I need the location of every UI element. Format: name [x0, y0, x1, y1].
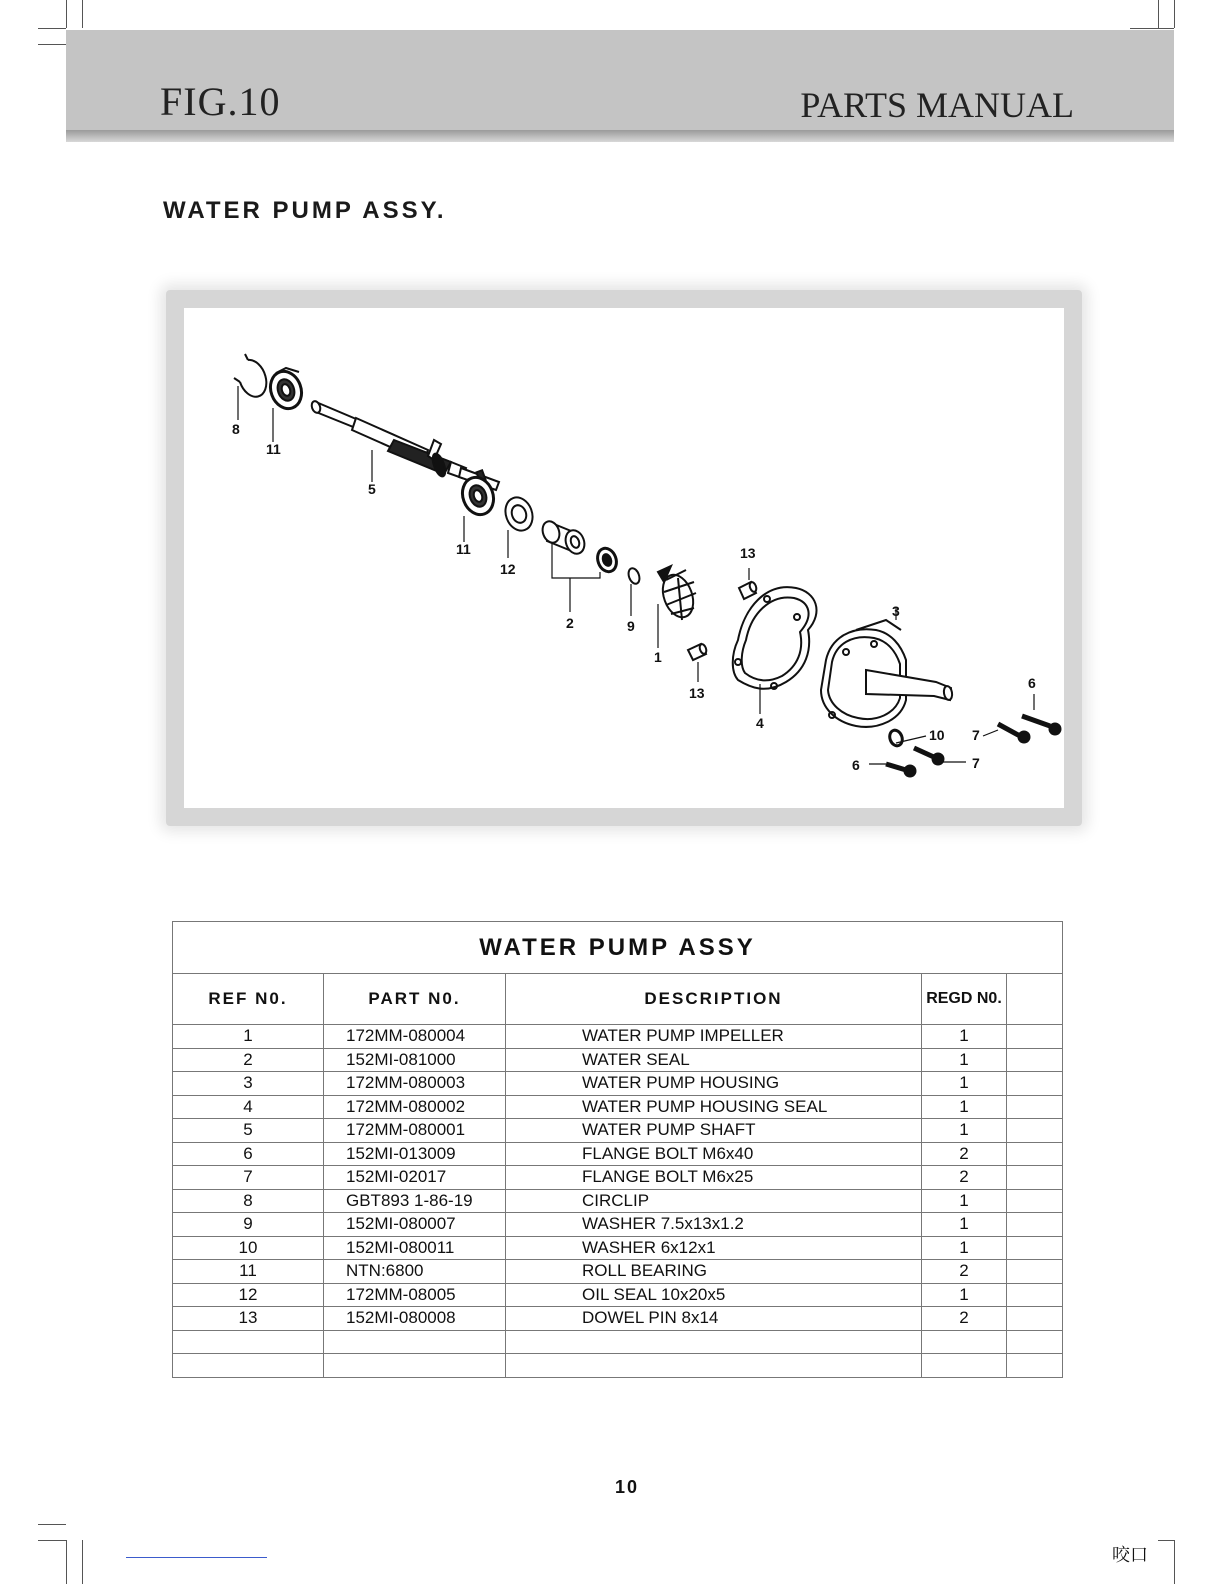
ref-cell: 1 — [173, 1025, 324, 1049]
description-cell: ROLL BEARING — [506, 1260, 922, 1284]
crop-mark-top-right-v — [1174, 0, 1175, 28]
callout-5: 5 — [368, 481, 376, 497]
crop-mark-top-left-h2 — [38, 44, 66, 45]
callout-11-upper: 11 — [266, 441, 281, 457]
table-row — [173, 1189, 1063, 1213]
description-cell: FLANGE BOLT M6x25 — [506, 1166, 922, 1190]
flange-bolt-6-lower-part — [886, 764, 915, 776]
crop-mark-top-left-v2 — [82, 0, 83, 28]
part-number-cell: 152MI-081000 — [324, 1048, 506, 1072]
description-cell: WATER SEAL — [506, 1048, 922, 1072]
table-header-row — [173, 974, 1063, 1025]
ref-cell: 12 — [173, 1283, 324, 1307]
pump-housing-part — [821, 620, 953, 727]
part-number-cell: GBT893 1-86-19 — [324, 1189, 506, 1213]
oil-seal-part — [501, 494, 537, 535]
corner-text: 咬口 — [1112, 1545, 1148, 1566]
table-row — [173, 1166, 1063, 1190]
ref-cell: 8 — [173, 1189, 324, 1213]
callout-9: 9 — [627, 618, 635, 634]
quantity-cell: 1 — [922, 1119, 1007, 1143]
quantity-cell: 1 — [922, 1189, 1007, 1213]
callout-6-lower: 6 — [852, 757, 860, 773]
impeller-part — [657, 566, 698, 621]
part-number-cell: NTN:6800 — [324, 1260, 506, 1284]
description-cell: WATER PUMP HOUSING — [506, 1072, 922, 1096]
table-row — [173, 1072, 1063, 1096]
crop-mark-top-left-v — [66, 0, 67, 28]
crop-mark-top-left-h — [38, 28, 66, 29]
ref-cell: 9 — [173, 1213, 324, 1237]
col-header-blank — [1007, 974, 1063, 1025]
callout-1: 1 — [654, 649, 662, 665]
empty-cell — [922, 1354, 1007, 1378]
part-number-cell: 152MI-080007 — [324, 1213, 506, 1237]
part-number-cell: 172MM-080002 — [324, 1095, 506, 1119]
description-cell: CIRCLIP — [506, 1189, 922, 1213]
empty-cell — [506, 1354, 922, 1378]
washer-part — [627, 567, 642, 585]
flange-bolt-7-upper-part — [998, 724, 1029, 742]
quantity-cell: 1 — [922, 1072, 1007, 1096]
part-number-cell: 152MI-013009 — [324, 1142, 506, 1166]
section-title: WATER PUMP ASSY. — [163, 197, 447, 224]
ref-cell: 6 — [173, 1142, 324, 1166]
table-row — [173, 1283, 1063, 1307]
quantity-cell: 2 — [922, 1307, 1007, 1331]
col-header-description: DESCRIPTION — [506, 974, 922, 1025]
crop-mark-bottom-right-h — [1158, 1540, 1174, 1541]
blank-cell — [1007, 1189, 1063, 1213]
table-row — [173, 1307, 1063, 1331]
table-body — [173, 1025, 1063, 1378]
table-row — [173, 1142, 1063, 1166]
water-pump-exploded-diagram — [166, 290, 1082, 826]
ref-cell: 13 — [173, 1307, 324, 1331]
empty-cell — [173, 1354, 324, 1378]
callout-6-upper: 6 — [1028, 675, 1036, 691]
flange-bolt-6-upper-part — [1022, 716, 1060, 734]
blank-cell — [1007, 1166, 1063, 1190]
blank-cell — [1007, 1048, 1063, 1072]
ref-cell: 4 — [173, 1095, 324, 1119]
figure-label: FIG.10 — [160, 79, 281, 124]
quantity-cell: 1 — [922, 1095, 1007, 1119]
table-row-empty — [173, 1330, 1063, 1354]
blank-cell — [1007, 1119, 1063, 1143]
table-row — [173, 1025, 1063, 1049]
callout-8: 8 — [232, 421, 240, 437]
empty-cell — [922, 1330, 1007, 1354]
part-number-cell: 152MI-080011 — [324, 1236, 506, 1260]
housing-seal-part — [733, 587, 817, 689]
part-number-cell: 172MM-080003 — [324, 1072, 506, 1096]
ref-cell: 3 — [173, 1072, 324, 1096]
col-header-regd: REGD N0. — [922, 974, 1007, 1025]
empty-cell — [324, 1354, 506, 1378]
manual-title: PARTS MANUAL — [800, 85, 1074, 125]
crop-mark-bottom-left-h2 — [38, 1540, 66, 1541]
ref-cell: 2 — [173, 1048, 324, 1072]
table-row — [173, 1048, 1063, 1072]
callout-7-upper: 7 — [972, 727, 980, 743]
description-cell: WASHER 7.5x13x1.2 — [506, 1213, 922, 1237]
bearing-upper-part — [265, 367, 306, 413]
part-number-cell: 172MM-080004 — [324, 1025, 506, 1049]
callout-2: 2 — [566, 615, 574, 631]
dowel-pin-lower-part — [688, 643, 708, 660]
quantity-cell: 1 — [922, 1048, 1007, 1072]
col-header-ref: REF N0. — [173, 974, 324, 1025]
callout-13-upper: 13 — [740, 545, 756, 561]
callout-12: 12 — [500, 561, 516, 577]
header-rule — [66, 130, 1174, 142]
description-cell: DOWEL PIN 8x14 — [506, 1307, 922, 1331]
callout-3: 3 — [892, 603, 900, 619]
crop-mark-bottom-left-h — [38, 1524, 66, 1525]
part-number-cell: 152MI-080008 — [324, 1307, 506, 1331]
blank-cell — [1007, 1142, 1063, 1166]
blank-cell — [1007, 1213, 1063, 1237]
blank-cell — [1007, 1307, 1063, 1331]
flange-bolt-7-lower-part — [914, 748, 943, 764]
callout-13-lower: 13 — [689, 685, 705, 701]
callout-10: 10 — [929, 727, 945, 743]
table-row — [173, 1260, 1063, 1284]
quantity-cell: 2 — [922, 1260, 1007, 1284]
table-row — [173, 1119, 1063, 1143]
description-cell: WATER PUMP SHAFT — [506, 1119, 922, 1143]
small-washer-part — [888, 728, 905, 747]
parts-table — [172, 921, 1063, 1378]
empty-cell — [1007, 1330, 1063, 1354]
empty-cell — [324, 1330, 506, 1354]
ref-cell: 7 — [173, 1166, 324, 1190]
description-cell: WATER PUMP HOUSING SEAL — [506, 1095, 922, 1119]
blue-underline — [126, 1557, 267, 1558]
description-cell: WASHER 6x12x1 — [506, 1236, 922, 1260]
blank-cell — [1007, 1095, 1063, 1119]
crop-mark-top-right-v2 — [1158, 0, 1159, 28]
dowel-pin-upper-part — [739, 581, 758, 599]
crop-mark-bottom-left-v — [66, 1540, 67, 1584]
description-cell: WATER PUMP IMPELLER — [506, 1025, 922, 1049]
description-cell: OIL SEAL 10x20x5 — [506, 1283, 922, 1307]
col-header-part: PART N0. — [324, 974, 506, 1025]
page-number: 10 — [614, 1477, 640, 1497]
quantity-cell: 1 — [922, 1236, 1007, 1260]
quantity-cell: 2 — [922, 1142, 1007, 1166]
callout-11-lower: 11 — [456, 541, 471, 557]
blank-cell — [1007, 1236, 1063, 1260]
blank-cell — [1007, 1283, 1063, 1307]
description-cell: FLANGE BOLT M6x40 — [506, 1142, 922, 1166]
callout-7-lower: 7 — [972, 755, 980, 771]
pump-shaft-part — [310, 400, 499, 490]
blank-cell — [1007, 1072, 1063, 1096]
empty-cell — [506, 1330, 922, 1354]
empty-cell — [173, 1330, 324, 1354]
ref-cell: 5 — [173, 1119, 324, 1143]
ref-cell: 10 — [173, 1236, 324, 1260]
crop-mark-bottom-right-v — [1174, 1540, 1175, 1584]
quantity-cell: 1 — [922, 1025, 1007, 1049]
part-number-cell: 172MM-080001 — [324, 1119, 506, 1143]
quantity-cell: 2 — [922, 1166, 1007, 1190]
table-row — [173, 1236, 1063, 1260]
quantity-cell: 1 — [922, 1213, 1007, 1237]
table-row — [173, 1213, 1063, 1237]
blank-cell — [1007, 1025, 1063, 1049]
table-row — [173, 1095, 1063, 1119]
table-title: WATER PUMP ASSY — [173, 922, 1063, 974]
ref-cell: 11 — [173, 1260, 324, 1284]
crop-mark-bottom-left-v2 — [82, 1540, 83, 1584]
part-number-cell: 152MI-02017 — [324, 1166, 506, 1190]
blank-cell — [1007, 1260, 1063, 1284]
callout-4: 4 — [756, 715, 764, 731]
table-row-empty — [173, 1354, 1063, 1378]
crop-mark-top-right-h — [1130, 28, 1174, 29]
part-number-cell: 172MM-08005 — [324, 1283, 506, 1307]
circlip-part — [234, 354, 266, 397]
quantity-cell: 1 — [922, 1283, 1007, 1307]
empty-cell — [1007, 1354, 1063, 1378]
